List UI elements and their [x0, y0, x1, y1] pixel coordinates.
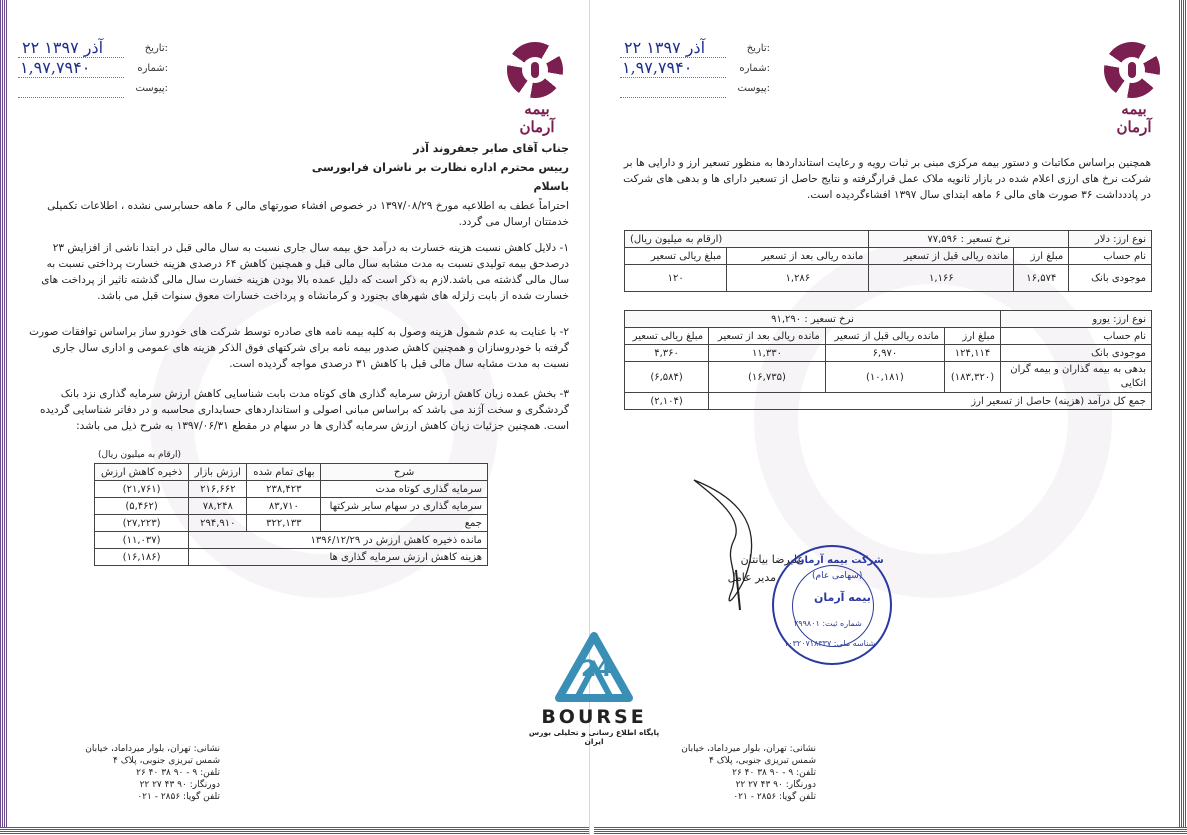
letter-meta: تاریخ: ۲۲ آذر ۱۳۹۷ شماره: ۱,۹۷,۷۹۴۰ پیوست:: [18, 40, 168, 100]
table-row: موجودی بانک ۱۶,۵۷۴ ۱,۱۶۶ ۱,۲۸۶ ۱۲۰: [625, 265, 1152, 292]
signer-name: علیرضا بیانتان: [740, 553, 804, 566]
letter-page-left: [0, 0, 590, 835]
footer-contact: نشانی: تهران، بلوار میرداماد، خیابان شمس تبریزی جنوبی، پلاک ۴ تلفن: ۲۶ ۴۰ ۳۸ ۹۰ - ۹ دورنگار: ۲۲ ۲۷ ۴۳ ۹۰ تلفن گویا: ۰۲۱ - ۲۸۵۶: [681, 744, 816, 802]
table-row: موجودی بانک ۱۲۴,۱۱۴ ۶,۹۷۰ ۱۱,۳۳۰ ۴,۳۶۰: [625, 345, 1152, 362]
intro-paragraph: احتراماً عطف به اطلاعیه مورخ ۱۳۹۷/۰۸/۲۹ در خصوص افشاء صورتهای مالی ۶ ماهه حسابرسی نشده ، اطلاعات تکمیلی خدمتتان ارسال می گردد.: [47, 200, 569, 228]
greeting: باسلام: [533, 180, 569, 193]
company-logo: بیمه آرمان: [1102, 42, 1166, 132]
bourse24-tagline: پایگاه اطلاع رسانی و تحلیلی بورس ایران: [528, 728, 660, 746]
company-logo: بیمه آرمان: [505, 42, 569, 132]
page-edge-decoration: [1179, 0, 1187, 835]
table-unit-note: (ارقام به میلیون ریال): [98, 450, 182, 460]
euro-fx-table: [624, 310, 1152, 410]
table-total-row: جمع کل درآمد (هزینه) حاصل از تسعیر ارز (۲,۱۰۴): [625, 393, 1152, 410]
investment-table: [94, 463, 488, 566]
bourse24-name: BOURSE: [541, 706, 647, 728]
recipient-name: جناب آقای صابر جعفروند آذر: [413, 142, 569, 155]
item-2-paragraph: ۲- با عنایت به عدم شمول هزینه وصول به کلیه بیمه نامه های صادره توسط شرکت های خودرو ساز براساس توافقات صورت گرفته با خودروسازان و همچنین کاهش صدور بیمه نامه برای شرکتهای فوق الذکر هزینه های عمومی و اداری سال جاری نسبت به مدت مشابه سال مالی قبل با کاهش ۳۱ درصدی مواجه گردیده است.: [29, 326, 569, 370]
fx-intro-paragraph: همچنین براساس مکاتبات و دستور بیمه مرکزی مبنی بر ثبات رویه و رعایت استانداردها به منظور تسعیر ارز و دارایی ها بر شرکت نرخ های ارزی اعلام شده در بازار ثانویه ملاک عمل قرارگرفته و نتایج حاصل از تسعیر دارای ها و بدهی های شرکت در پاددداشت ۳۶ صورت های مالی ۶ ماهه ابتدای سال ۱۳۹۷ افشاءگردیده است.: [623, 157, 1151, 201]
watermark-logo: [754, 240, 1112, 598]
item-1-paragraph: ۱- دلایل کاهش نسبت هزینه خسارت به درآمد حق بیمه سال جاری نسبت به سال مالی قبل در ابتدا ناشی از افزایش ۲۳ درصدحق بیمه تولیدی نسبت به مدت مشابه سال مالی قبل و همچنین کاهش ۶۴ درصدی هزینه خسارت پرداختی نسبت به سال مالی گذشته می باشد.لازم به ذکر است که دلیل عمده بالا بودن هزینه خسارت سال مالی گذشته تاثیر از پرداخت های خسارت شده از بابت زلزله های شهرهای بجنورد و کرمانشاه و پرداخت خسارات معوق سنوات قبل می باشد.: [41, 242, 569, 302]
bourse24-mountain-icon: [519, 628, 669, 702]
table-row: سرمایه گذاری در سهام سایر شرکتها ۸۳,۷۱۰ ۷۸,۲۴۸ (۵,۴۶۲): [95, 498, 488, 515]
page-bottom-decoration: [0, 827, 589, 835]
page-bottom-decoration: [594, 827, 1187, 835]
bourse24-watermark: [519, 628, 669, 746]
company-stamp: شرکت بیمه آرمان (سهامی عام) بیمه آرمان شماره ثبت: ۲۹۹۸۰۱ شناسه ملی: ۱۰۳۲۰۷۱۸۳۳۷: [772, 545, 892, 665]
date-value: ۲۲ آذر ۱۳۹۷: [624, 38, 706, 57]
table-header-row: نوع ارز: دلار نرخ تسعیر : ۷۷,۵۹۶ (ارقام به میلیون ریال): [625, 231, 1152, 248]
letter-number: ۱,۹۷,۷۹۴۰: [20, 58, 91, 77]
table-summary-row: مانده ذخیره کاهش ارزش در ۱۳۹۶/۱۲/۲۹ (۱۱,۰۳۷): [95, 532, 488, 549]
date-value: ۲۲ آذر ۱۳۹۷: [22, 38, 104, 57]
footer-contact: نشانی: تهران، بلوار میرداماد، خیابان شمس تبریزی جنوبی، پلاک ۴ تلفن: ۲۶ ۴۰ ۳۸ ۹۰ - ۹ دورنگار: ۲۲ ۲۷ ۴۳ ۹۰ تلفن گویا: ۰۲۱ - ۲۸۵۶: [85, 744, 220, 802]
table-summary-row: هزینه کاهش ارزش سرمایه گذاری ها (۱۶,۱۸۶): [95, 549, 488, 566]
table-header-row: شرح بهای تمام شده ارزش بازار ذخیره کاهش ارزش: [95, 464, 488, 481]
table-header-row: نام حساب مبلغ ارز مانده ریالی قبل از تسعیر مانده ریالی بعد از تسعیر مبلغ ریالی تسعیر: [625, 248, 1152, 265]
page-edge-decoration: [0, 0, 8, 835]
letter-meta: تاریخ: ۲۲ آذر ۱۳۹۷ شماره: ۱,۹۷,۷۹۴۰ پیوست:: [620, 40, 770, 100]
recipient-title: رییس محترم اداره نظارت بر ناشران فرابورسی: [311, 161, 569, 174]
table-header-row: نام حساب مبلغ ارز مانده ریالی قبل از تسعیر مانده ریالی بعد از تسعیر مبلغ ریالی تسعیر: [625, 328, 1152, 345]
item-3-paragraph: ۳- بخش عمده زیان کاهش ارزش سرمایه گذاری های کوتاه مدت بابت شناسایی کاهش ارزش سرمایه گذاری نزد بانک گردشگری و سخت آژند می باشد که براساس مبانی اصولی و استانداردهای حسابداری محاسبه و در دفاتر شناسایی گردیده است. همچنین جزئیات زیان کاهش ارزش سرمایه گذاری ها در سهام در مقطع ۱۳۹۷/۰۶/۳۱ به شرح ذیل می باشد:: [39, 388, 569, 432]
bourse24-number: 24: [581, 657, 612, 682]
dollar-fx-table: [624, 230, 1152, 292]
table-row: سرمایه گذاری کوتاه مدت ۲۳۸,۴۲۳ ۲۱۶,۶۶۲ (۲۱,۷۶۱): [95, 481, 488, 498]
table-row: بدهی به بیمه گذاران و بیمه گران اتکایی (۱۸۳,۳۲۰) (۱۰,۱۸۱) (۱۶,۷۳۵) (۶,۵۸۴): [625, 362, 1152, 393]
letter-page-right: [594, 0, 1187, 835]
signer-title: مدیر عامل: [727, 571, 776, 584]
letter-number: ۱,۹۷,۷۹۴۰: [622, 58, 693, 77]
table-header-row: نوع ارز: یورو نرخ تسعیر : ۹۱,۲۹۰: [625, 311, 1152, 328]
table-row: جمع ۳۲۲,۱۳۳ ۲۹۴,۹۱۰ (۲۷,۲۲۳): [95, 515, 488, 532]
